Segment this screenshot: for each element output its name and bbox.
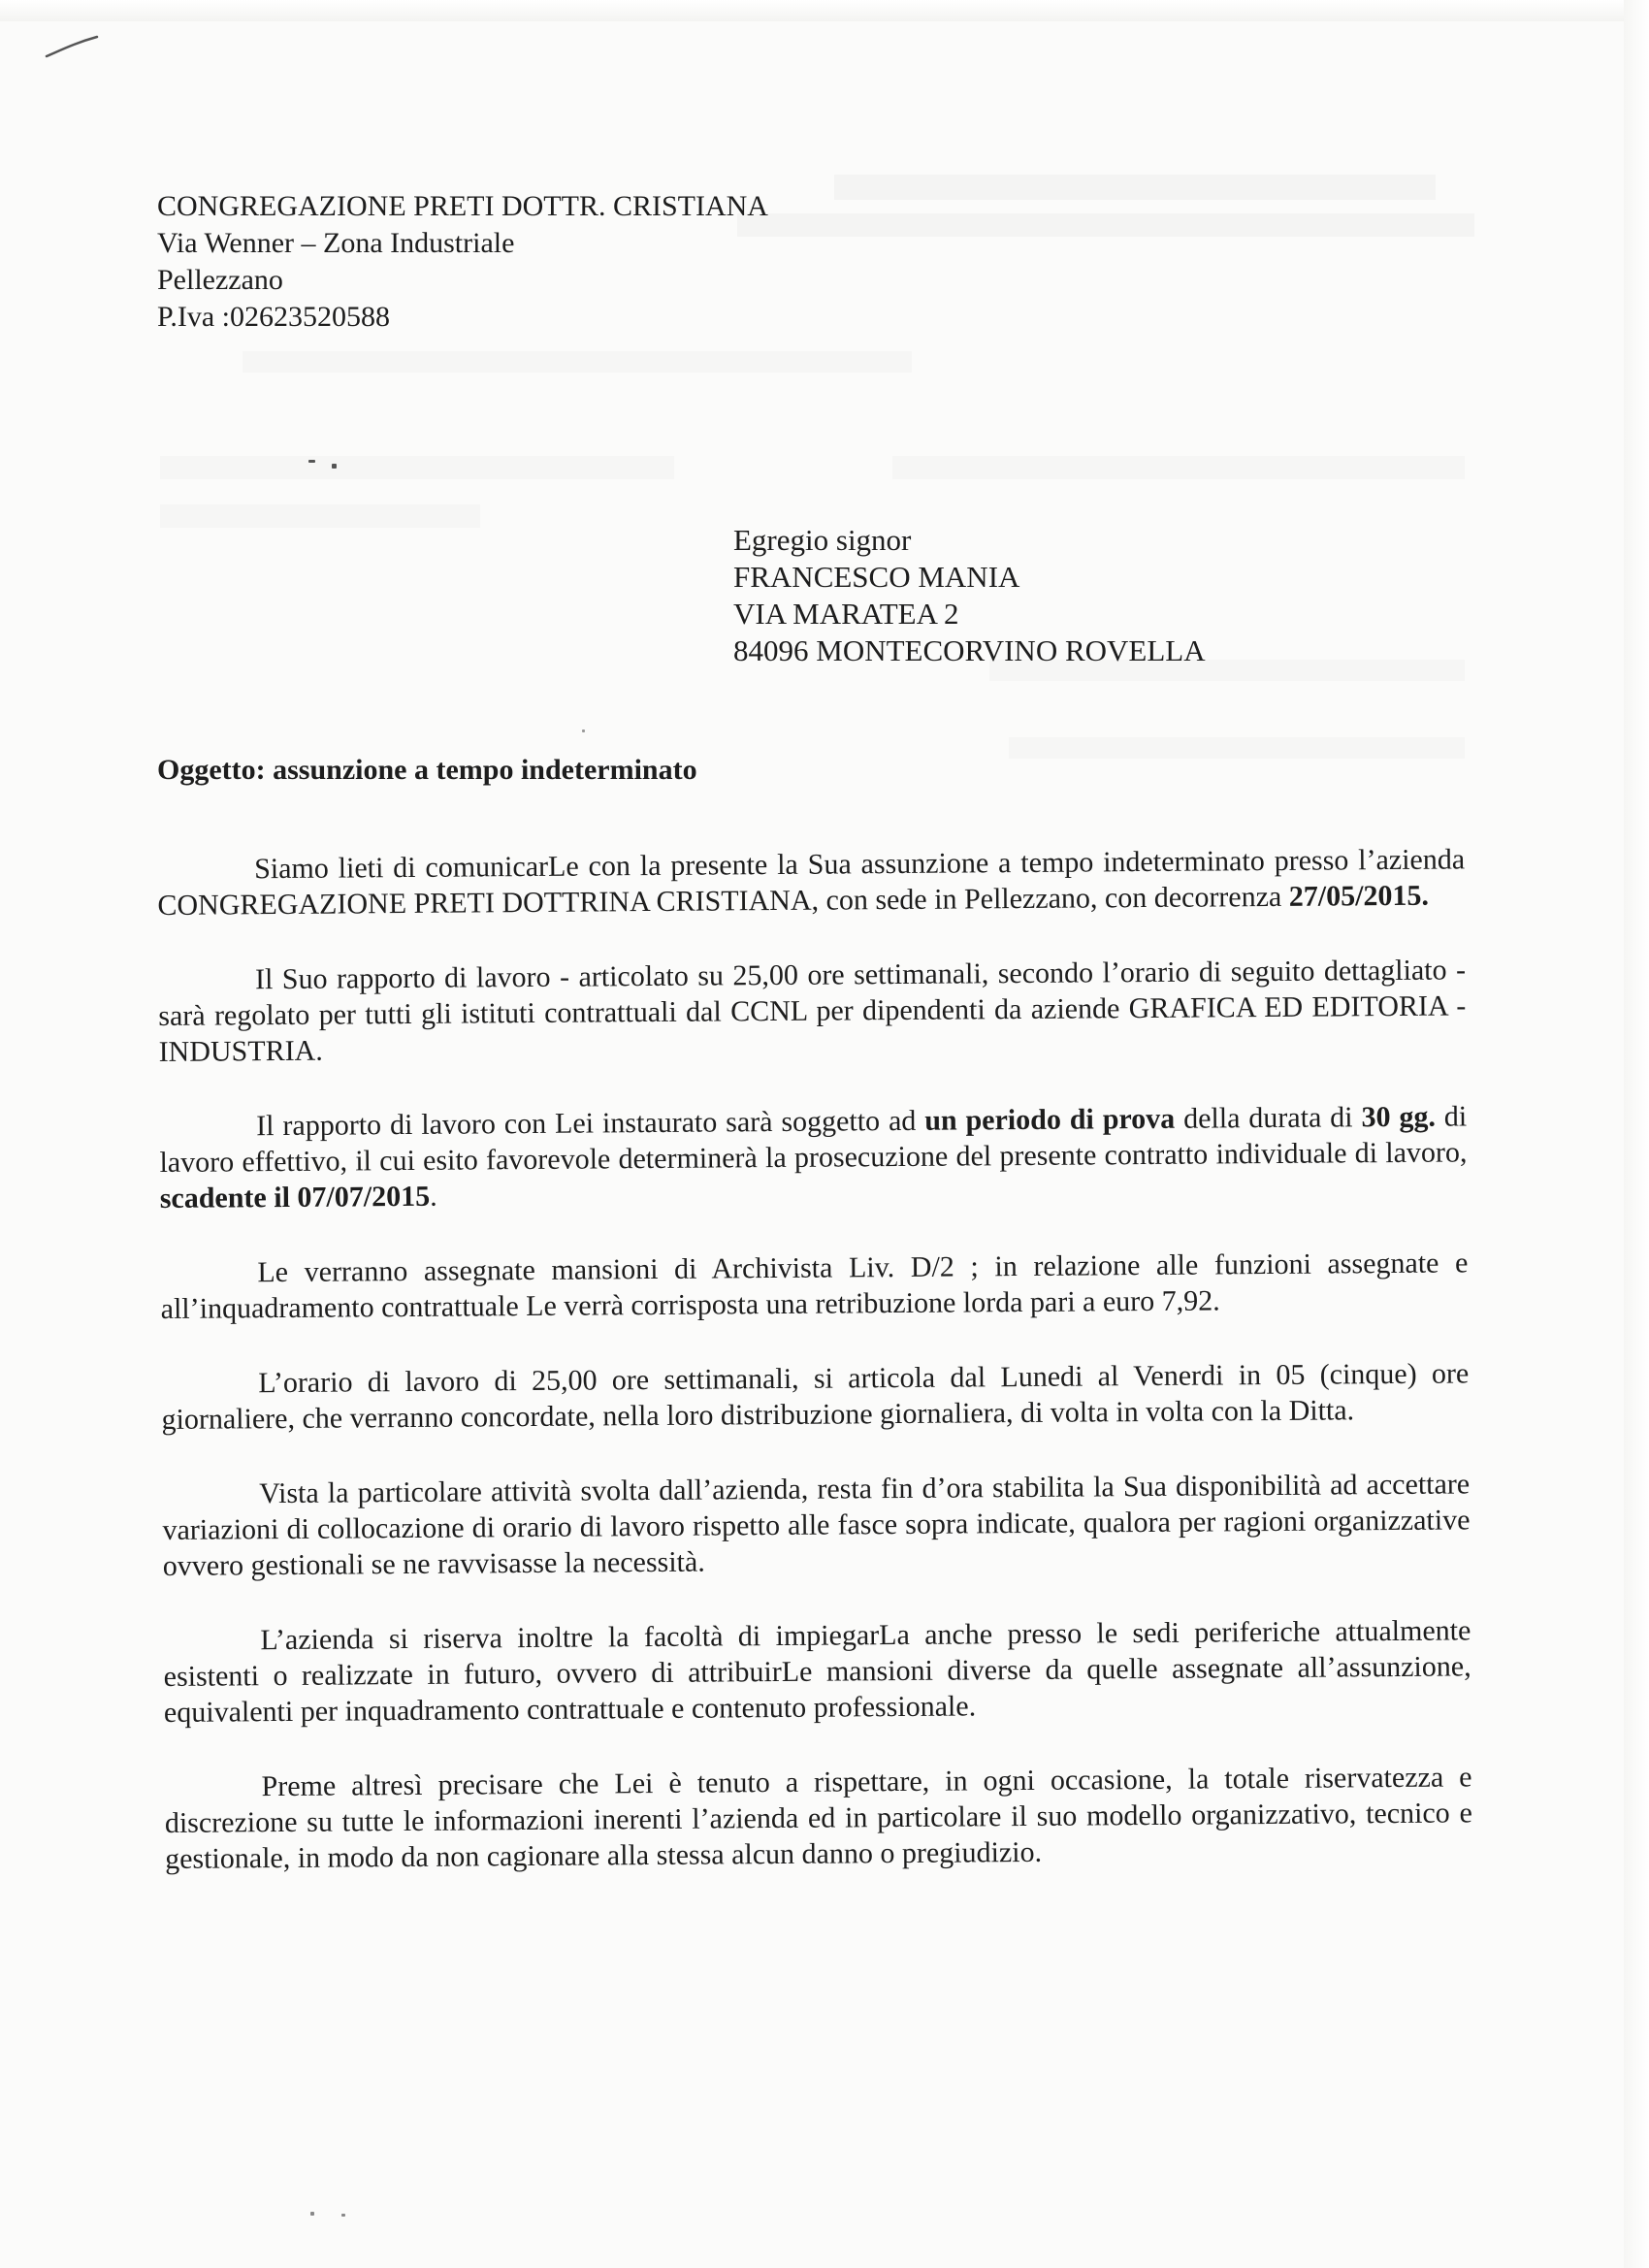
paragraph-schedule [161,1355,1470,1438]
subject-line: Oggetto: assunzione a tempo indeterminato [157,754,697,786]
scan-speck [332,464,337,469]
probation-days: 30 gg. [1361,1100,1437,1134]
paragraph-probation [159,1098,1468,1216]
paragraph-text: L’azienda si riserva inoltre la facoltà di impiegarLa anche presso le sedi periferiche attualmente esistenti o realizzate in futuro, ovvero di attribuirLe mansioni diverse da quelle assegnate all’assunzione, equivalenti per inquadramento contrattuale e contenuto professionale. [163,1614,1471,1729]
paragraph-confidentiality [164,1759,1472,1877]
letter-body [157,841,1473,1916]
paragraph-text: Siamo lieti di comunicarLe con la presente la Sua assunzione a tempo indeterminato presso l’azienda CONGREGAZIONE PRETI DOTTRINA CRISTIANA, con sede in Pellezzano, con decorrenza [157,843,1466,922]
sender-vat: P.Iva :02623520588 [157,301,390,333]
recipient-city: 84096 MONTECORVINO ROVELLA [733,633,1206,667]
paragraph-locations [163,1612,1471,1731]
paragraph-text: Le verranno assegnate mansioni di Archivista Liv. D/2 ; in relazione alle funzioni assegnate e all’inquadramento contrattuale Le verrà corrisposta una retribuzione lorda pari a euro 7,92. [160,1247,1469,1325]
pen-stroke-mark [43,29,101,68]
show-through-line [160,504,480,528]
scan-speck [308,460,315,463]
paragraph-text: L’orario di lavoro di 25,00 ore settimanali, si articola dal Lunedi al Venerdi in 05 (cinque) ore giornaliere, che verranno concordate, nella loro distribuzione giornaliera, di volta in volta con la Ditta. [161,1357,1470,1436]
paragraph-availability [162,1466,1471,1584]
recipient-block [733,522,1206,669]
paragraph-text: Preme altresì precisare che Lei è tenuto a rispettare, in ogni occasione, la totale riservatezza e discrezione su tutte le informazioni inerenti l’azienda ed in particolare il suo modello organizzativo, tecnico e gestionale, in modo da non cagionare alla stessa alcun danno o pregiudizio. [164,1761,1472,1875]
paragraph-hiring [157,841,1466,923]
start-date: 27/05/2015. [1288,879,1430,913]
sender-name: CONGREGAZIONE PRETI DOTTR. CRISTIANA [157,190,768,222]
scan-edge-top [0,0,1649,21]
scan-speck [582,729,585,732]
recipient-street: VIA MARATEA 2 [733,597,959,631]
paragraph-contract [158,952,1467,1070]
show-through-line [892,456,1465,479]
recipient-name: FRANCESCO MANIA [733,560,1020,594]
paragraph-text: della durata di [1175,1101,1362,1135]
show-through-line [242,351,912,373]
probation-period: un periodo di prova [924,1102,1176,1137]
show-through-line [834,175,1436,200]
scan-speck [341,2214,345,2217]
recipient-salutation: Egregio signor [733,523,912,557]
paragraph-text: Il rapporto di lavoro con Lei instaurato sarà soggetto ad [256,1104,925,1143]
paragraph-duties [160,1245,1469,1327]
paragraph-text: di lavoro effettivo, il cui esito favorevole determinerà la prosecuzione del presente contratto individuale di lavoro, [159,1100,1468,1179]
expiry-date: scadente il 07/07/2015 [159,1180,431,1215]
show-through-line [160,456,674,479]
sender-city: Pellezzano [157,264,283,296]
scan-edge-right [1624,0,1649,2268]
paragraph-text: Il Suo rapporto di lavoro - articolato su 25,00 ore settimanali, secondo l’orario di seguito dettagliato - sarà regolato per tutti gli istituti contrattuali dal CCNL per dipendenti da aziende GRAFICA ED EDITORIA - INDUSTRIA. [158,954,1467,1068]
paragraph-text: . [429,1180,437,1213]
show-through-line [737,213,1474,237]
sender-street: Via Wenner – Zona Industriale [157,227,515,259]
scan-speck [310,2212,314,2216]
sender-block [157,188,768,336]
show-through-line [1009,737,1465,759]
paragraph-text: Vista la particolare attività svolta dall’azienda, resta fin d’ora stabilita la Sua disponibilità ad accettare variazioni di collocazione di orario di lavoro rispetto alle fasce sopra indicate, qualora per ragioni organizzative ovvero gestionali se ne ravvisasse la necessità. [162,1468,1471,1582]
